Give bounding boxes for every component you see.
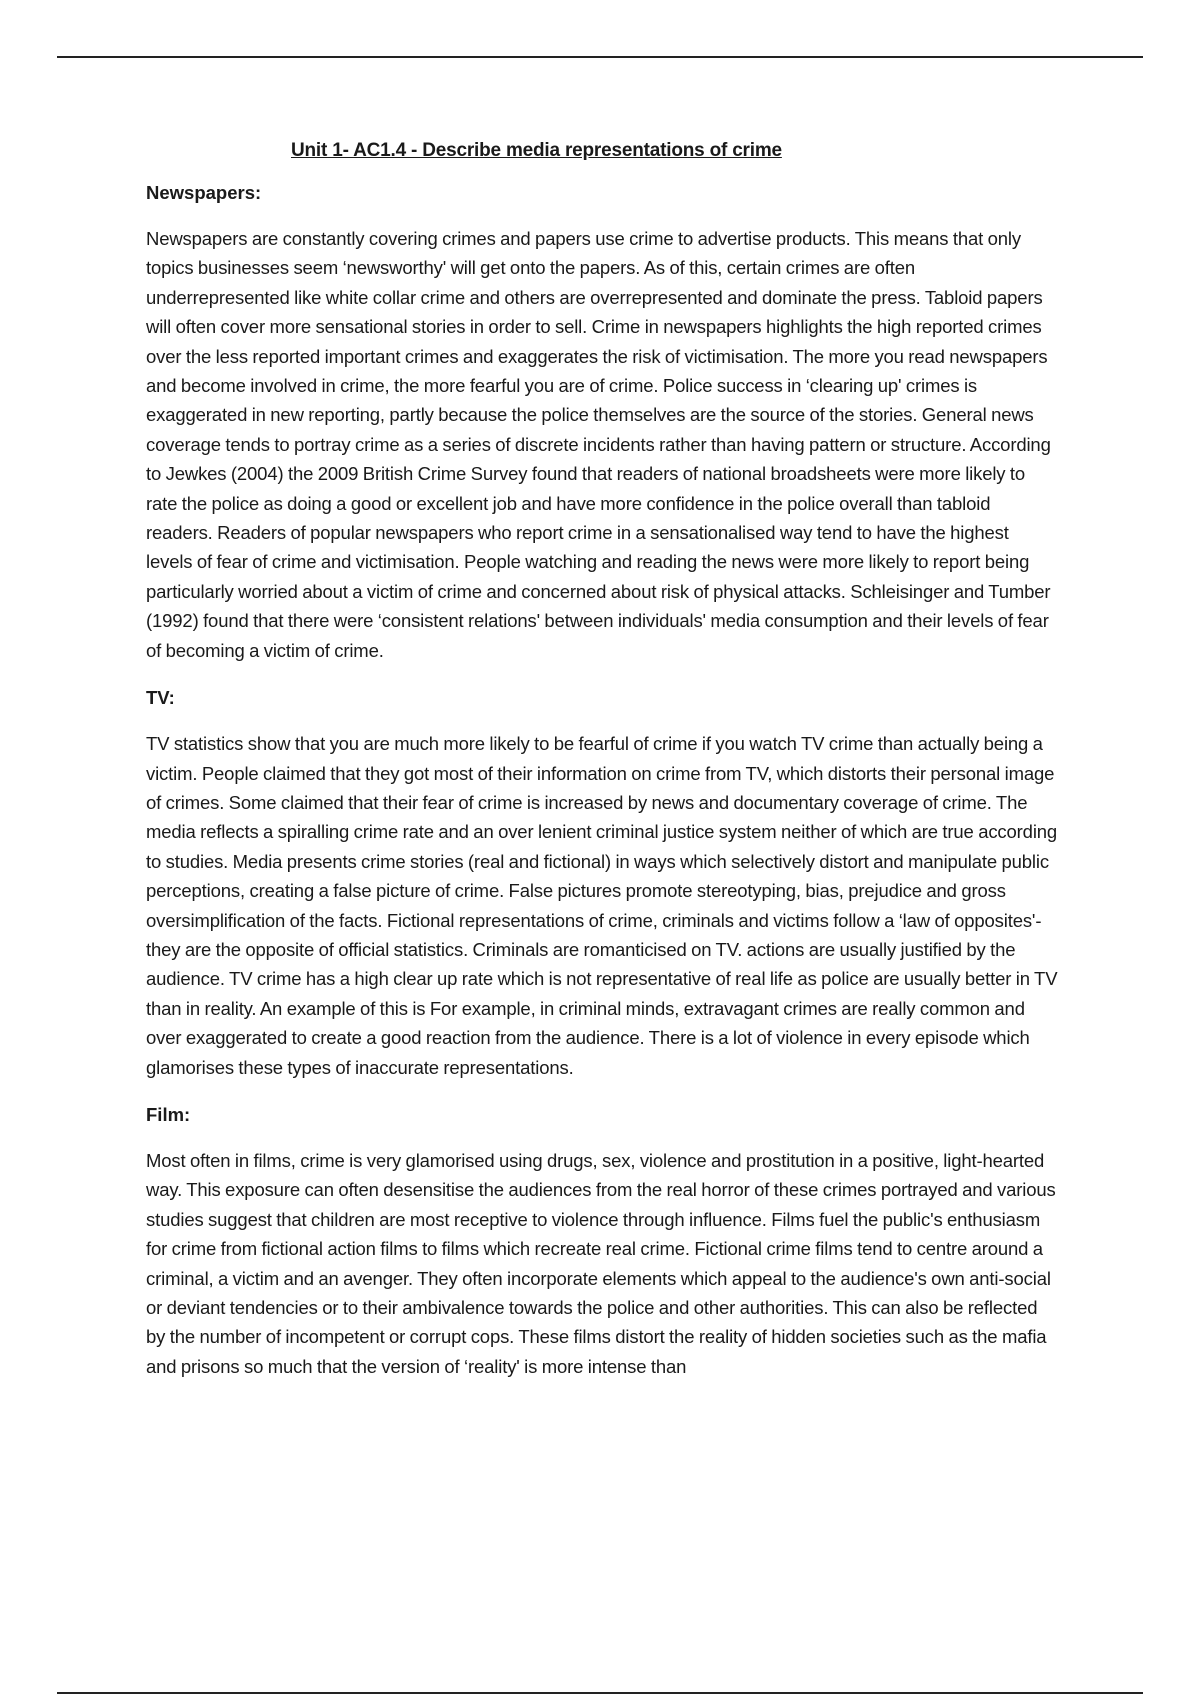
document-title: Unit 1- AC1.4 - Describe media representations of crime [291,140,782,161]
section-heading: TV: [146,687,175,709]
section-paragraph: TV statistics show that you are much more likely to be fearful of crime if you watch TV crime than actually being a victim. People claimed that they got most of their information on crime from TV, which distorts their personal image of crimes. Some claimed that their fear of crime is increased by news and documentary coverage of crime. The media reflects a spiralling crime rate and an over lenient criminal justice system neither of which are true according to studies. Media presents crime stories (real and fictional) in ways which selectively distort and manipulate public perceptions, creating a false picture of crime. False pictures promote stereotyping, bias, prejudice and gross oversimplification of the facts. Fictional representations of crime, criminals and victims follow a ‘law of opposites'- they are the opposite of official statistics. Criminals are romanticised on TV. actions are usually justified by the audience. TV crime has a high clear up rate which is not representative of real life as police are usually better in TV than in reality. An example of this is For example, in criminal minds, extravagant crimes are really common and over exaggerated to create a good reaction from the audience. There is a lot of violence in every episode which glamorises these types of inaccurate representations. [146,733,1058,1078]
section-paragraph: Newspapers are constantly covering crimes and papers use crime to advertise products. This means that only topics businesses seem ‘newsworthy' will get onto the papers. As of this, certain crimes are often underrepresented like white collar crime and others are overrepresented and dominate the press. Tabloid papers will often cover more sensational stories in order to sell. Crime in newspapers highlights the high reported crimes over the less reported important crimes and exaggerates the risk of victimisation. The more you read newspapers and become involved in crime, the more fearful you are of crime. Police success in ‘clearing up' crimes is exaggerated in new reporting, partly because the police themselves are the source of the stories. General news coverage tends to portray crime as a series of discrete incidents rather than having pattern or structure. According to Jewkes (2004) the 2009 British Crime Survey found that readers of national broadsheets were more likely to rate the police as doing a good or excellent job and have more confidence in the police overall than tabloid readers. Readers of popular newspapers who report crime in a sensationalised way tend to have the highest levels of fear of crime and victimisation. People watching and reading the news were more likely to report being particularly worried about a victim of crime and concerned about risk of physical attacks. Schleisinger and Tumber (1992) found that there were ‘consistent relations' between individuals' media consumption and their levels of fear of becoming a victim of crime. [146,228,1051,661]
header-rule [57,56,1143,58]
section-film [146,1102,1058,1381]
document-page [146,138,1058,1381]
section-newspapers [146,180,1058,665]
section-tv [146,685,1058,1082]
section-heading: Film: [146,1103,191,1125]
section-heading: Newspapers: [146,182,262,203]
footer-rule [57,1692,1143,1694]
section-paragraph: Most often in films, crime is very glamorised using drugs, sex, violence and prostitution in a positive, light-hearted way. This exposure can often desensitise the audiences from the real horror of these crimes portrayed and various studies suggest that children are most receptive to violence through influence. Films fuel the public's enthusiasm for crime from fictional action films to films which recreate real crime. Fictional crime films tend to centre around a criminal, a victim and an avenger. They often incorporate elements which appeal to the audience's own anti-social or deviant tendencies or to their ambivalence towards the police and other authorities. This can also be reflected by the number of incompetent or corrupt cops. These films distort the reality of hidden societies such as the mafia and prisons so much that the version of ‘reality' is more intense than [146,1149,1056,1377]
